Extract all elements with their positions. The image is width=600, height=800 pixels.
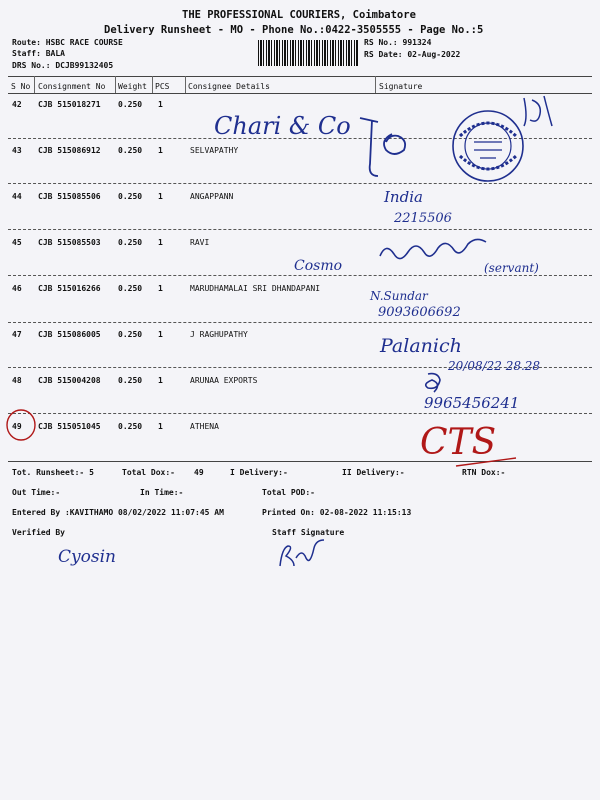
row-weight: 0.250: [118, 146, 143, 155]
col-header-consignment: Consignment No: [38, 82, 106, 91]
hand-date-47: 20/08/22 28.28: [448, 359, 541, 373]
row-pcs: 1: [158, 422, 163, 431]
table-top-line: [8, 76, 592, 77]
signature-row-45: [290, 236, 590, 278]
row-weight: 0.250: [118, 100, 143, 109]
row-sno: 47: [12, 330, 22, 339]
row-consignee: J RAGHUPATHY: [190, 330, 248, 339]
page-title: Delivery Runsheet - MO - Phone No.:0422-3505555 - Page No.:5: [104, 24, 484, 36]
company-stamp: [450, 108, 526, 184]
total-pod: Total POD:-: [262, 488, 315, 497]
row-consignment: CJB 515018271: [38, 100, 101, 109]
col-header-sno: S No: [11, 82, 31, 91]
hand-servant: (servant): [484, 261, 539, 275]
row-weight: 0.250: [118, 284, 143, 293]
staff-signature: [276, 538, 336, 572]
row-consignment: CJB 515085506: [38, 192, 101, 201]
col-header-weight: Weight: [118, 82, 147, 91]
entered-by: Entered By :KAVITHAMO 08/02/2022 11:07:45 AM: [12, 508, 224, 517]
table-header-line: [8, 93, 592, 94]
col-divider: [185, 76, 186, 93]
col-header-signature: Signature: [379, 82, 423, 91]
signature-row-48: [420, 368, 570, 414]
col-divider: [34, 76, 35, 93]
hand-cts: CTS: [420, 422, 497, 463]
verified-by-signature: [56, 528, 136, 572]
row-sno: 46: [12, 284, 22, 293]
row-consignee: ANGAPPANN: [190, 192, 234, 201]
row-sno: 45: [12, 238, 22, 247]
total-dox-label: Total Dox:-: [122, 468, 175, 477]
row-pcs: 1: [158, 100, 163, 109]
row-weight: 0.250: [118, 376, 143, 385]
row-weight: 0.250: [118, 192, 143, 201]
rs-date: RS Date: 02-Aug-2022: [364, 50, 461, 59]
hand-phone-46: 9093606692: [378, 305, 461, 320]
out-time: Out Time:-: [12, 488, 61, 497]
hand-phone-44: 2215506: [394, 211, 452, 226]
col-header-consignee: Consignee Details: [188, 82, 270, 91]
col-header-pcs: PCS: [155, 82, 170, 91]
row-consignment: CJB 515085503: [38, 238, 101, 247]
row-weight: 0.250: [118, 422, 143, 431]
route: Route: HSBC RACE COURSE: [12, 38, 123, 47]
row-consignee: ARUNAA EXPORTS: [190, 376, 258, 385]
row-consignee: SELVAPATHY: [190, 146, 239, 155]
hand-verified: Cyosin: [58, 547, 116, 567]
signature-row-46: [368, 282, 508, 322]
row-pcs: 1: [158, 376, 163, 385]
rs-number: RS No.: 991324: [364, 38, 432, 47]
red-circle-mark: [4, 408, 38, 442]
col-divider: [375, 76, 376, 93]
rtn-dox: RTN Dox:-: [462, 468, 506, 477]
drs-number: DRS No.: DCJB99132405: [12, 61, 114, 70]
row-sno: 44: [12, 192, 22, 201]
verified-by: Verified By: [12, 528, 65, 537]
row-consignment: CJB 515051045: [38, 422, 101, 431]
row-pcs: 1: [158, 284, 163, 293]
ii-delivery: II Delivery:-: [342, 468, 405, 477]
signature-row-44: [380, 184, 500, 228]
row-weight: 0.250: [118, 238, 143, 247]
staff-signature-label: Staff Signature: [272, 528, 345, 537]
row-pcs: 1: [158, 238, 163, 247]
signature-row-42: [210, 104, 450, 184]
row-sno: 49: [12, 422, 22, 431]
row-consignee: MARUDHAMALAI SRI DHANDAPANI: [190, 284, 321, 293]
col-divider: [152, 76, 153, 93]
row-divider: [8, 322, 592, 323]
row-weight: 0.250: [118, 330, 143, 339]
row-sno: 42: [12, 100, 22, 109]
hand-phone-48: 9965456241: [424, 394, 520, 412]
col-divider: [115, 76, 116, 93]
row-pcs: 1: [158, 192, 163, 201]
row-sno: 48: [12, 376, 22, 385]
row-divider: [8, 229, 592, 230]
row-consignment: CJB 515004208: [38, 376, 101, 385]
row-consignment: CJB 515016266: [38, 284, 101, 293]
signature-row-49: [416, 412, 526, 470]
staff: Staff: BALA: [12, 49, 65, 58]
hand-palanich: Palanich: [380, 335, 462, 357]
company-name: THE PROFESSIONAL COURIERS, Coimbatore: [182, 9, 416, 21]
row-pcs: 1: [158, 330, 163, 339]
hand-india: India: [384, 188, 423, 206]
barcode: [258, 40, 358, 66]
i-delivery: I Delivery:-: [230, 468, 288, 477]
total-dox-value: 49: [194, 468, 204, 477]
tot-runsheet: Tot. Runsheet:- 5: [12, 468, 94, 477]
row-consignee: ATHENA: [190, 422, 219, 431]
hand-sundar: N.Sundar: [370, 289, 428, 303]
hand-chari: Chari & Co: [214, 112, 351, 140]
in-time: In Time:-: [140, 488, 184, 497]
hand-cosmo: Cosmo: [294, 258, 343, 274]
row-consignee: RAVI: [190, 238, 210, 247]
row-sno: 43: [12, 146, 22, 155]
row-consignment: CJB 515086912: [38, 146, 101, 155]
printed-on: Printed On: 02-08-2022 11:15:13: [262, 508, 412, 517]
row-pcs: 1: [158, 146, 163, 155]
row-consignment: CJB 515086005: [38, 330, 101, 339]
